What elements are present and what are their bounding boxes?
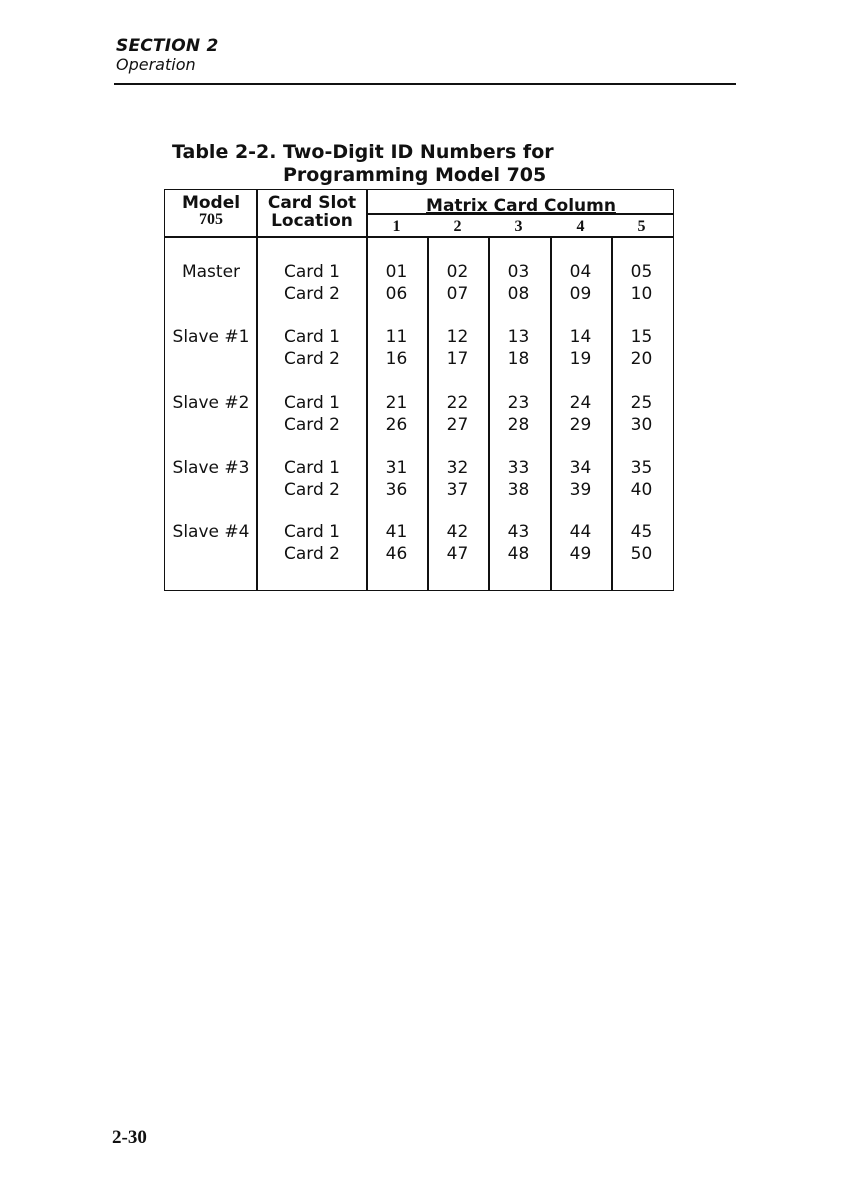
id-cell: 29 — [569, 415, 592, 435]
id-cell: 30 — [630, 415, 653, 435]
id-cell: 24 — [569, 393, 592, 413]
header-column-5: 5 — [637, 218, 646, 235]
row-model: Slave #1 — [172, 327, 250, 347]
table-caption-title: Two-Digit ID Numbers for Programming Model 705 — [283, 141, 554, 186]
section-label: SECTION 2 — [116, 36, 219, 56]
row-slot: Card 2 — [284, 284, 340, 304]
id-cell: 33 — [507, 458, 530, 478]
id-cell: 39 — [569, 480, 592, 500]
id-cell: 50 — [630, 544, 653, 564]
id-cell: 44 — [569, 522, 592, 542]
section-subtitle: Operation — [116, 55, 196, 74]
row-slot: Card 2 — [284, 544, 340, 564]
header-rule — [114, 83, 736, 85]
id-cell: 45 — [630, 522, 653, 542]
id-cell: 38 — [507, 480, 530, 500]
id-cell: 15 — [630, 327, 653, 347]
id-cell: 02 — [446, 262, 469, 282]
id-cell: 35 — [630, 458, 653, 478]
id-cell: 12 — [446, 327, 469, 347]
id-cell: 40 — [630, 480, 653, 500]
id-cell: 01 — [385, 262, 408, 282]
id-cell: 49 — [569, 544, 592, 564]
id-cell: 28 — [507, 415, 530, 435]
header-slot-line2: Location — [271, 211, 353, 231]
id-cell: 17 — [446, 349, 469, 369]
row-slot: Card 1 — [284, 262, 340, 282]
id-cell: 46 — [385, 544, 408, 564]
id-cell: 13 — [507, 327, 530, 347]
id-cell: 20 — [630, 349, 653, 369]
id-cell: 18 — [507, 349, 530, 369]
id-cell: 05 — [630, 262, 653, 282]
id-cell: 42 — [446, 522, 469, 542]
id-cell: 14 — [569, 327, 592, 347]
id-cell: 31 — [385, 458, 408, 478]
id-number-table — [164, 189, 674, 591]
id-cell: 43 — [507, 522, 530, 542]
id-cell: 06 — [385, 284, 408, 304]
row-model: Slave #2 — [172, 393, 250, 413]
id-cell: 25 — [630, 393, 653, 413]
header-column-1: 1 — [392, 218, 401, 235]
row-model: Master — [181, 262, 241, 282]
id-cell: 09 — [569, 284, 592, 304]
row-model: Slave #4 — [172, 522, 250, 542]
id-cell: 16 — [385, 349, 408, 369]
id-cell: 07 — [446, 284, 469, 304]
id-cell: 48 — [507, 544, 530, 564]
id-cell: 37 — [446, 480, 469, 500]
id-cell: 03 — [507, 262, 530, 282]
id-cell: 04 — [569, 262, 592, 282]
table-caption-number: Table 2-2. — [172, 141, 277, 163]
id-cell: 08 — [507, 284, 530, 304]
row-slot: Card 1 — [284, 327, 340, 347]
header-column-3: 3 — [514, 218, 523, 235]
id-cell: 47 — [446, 544, 469, 564]
id-cell: 34 — [569, 458, 592, 478]
id-cell: 19 — [569, 349, 592, 369]
id-cell: 21 — [385, 393, 408, 413]
id-cell: 36 — [385, 480, 408, 500]
header-divider — [165, 236, 673, 238]
row-slot: Card 1 — [284, 522, 340, 542]
id-cell: 22 — [446, 393, 469, 413]
id-cell: 32 — [446, 458, 469, 478]
row-slot: Card 1 — [284, 458, 340, 478]
id-cell: 10 — [630, 284, 653, 304]
header-matrix-card-column: Matrix Card Column — [426, 196, 616, 216]
header-model-line2: 705 — [199, 211, 223, 228]
row-slot: Card 2 — [284, 349, 340, 369]
row-slot: Card 2 — [284, 415, 340, 435]
id-cell: 23 — [507, 393, 530, 413]
id-cell: 27 — [446, 415, 469, 435]
id-cell: 26 — [385, 415, 408, 435]
id-cell: 41 — [385, 522, 408, 542]
header-model — [165, 193, 257, 229]
id-cell: 11 — [385, 327, 408, 347]
header-slot-line1: Card Slot — [267, 193, 357, 213]
header-card-slot — [257, 193, 367, 231]
row-slot: Card 2 — [284, 480, 340, 500]
header-column-2: 2 — [453, 218, 462, 235]
row-slot: Card 1 — [284, 393, 340, 413]
page-number: 2-30 — [112, 1127, 147, 1148]
header-column-4: 4 — [576, 218, 585, 235]
header-model-line1: Model — [181, 193, 241, 213]
row-model: Slave #3 — [172, 458, 250, 478]
